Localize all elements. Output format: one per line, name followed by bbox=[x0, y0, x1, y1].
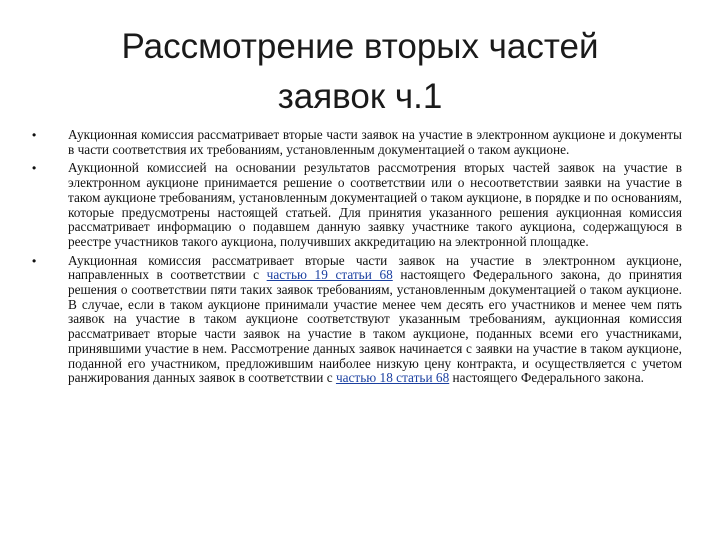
bullet-icon: • bbox=[32, 253, 37, 268]
list-item-text-part-3: настоящего Федерального закона. bbox=[449, 370, 644, 386]
list-item-text-part-1: Аукционная комиссия рассматривает вторые части заявок на участие в электронном аукционе, направленных в соответствии с bbox=[68, 252, 682, 283]
bullet-icon: • bbox=[32, 128, 37, 142]
list-item bbox=[32, 254, 682, 386]
list-item-text: Аукционной комиссией на основании результатов рассмотрения вторых частей заявок на участие в электронном аукционе принимается решение о соответствии или о несоответствии заявки на участие в таком аукционе требованиям, установленным документацией о таком аукционе, в порядке и по основаниям, которые предусмотрены настоящей статьей. Для принятия указанного решения аукционная комиссия рассматривает информацию о подавшем данную заявку участнике такого аукциона, содержащуюся в реестре участников такого аукциона, получивших аккредитацию на электронной площадке. bbox=[68, 160, 682, 249]
list-item bbox=[32, 161, 682, 249]
bullet-icon: • bbox=[32, 161, 37, 176]
bullet-list bbox=[32, 128, 682, 390]
list-item-text-part-2: настоящего Федерального закона, до принятия решения о соответствии пяти таких заявок требованиям, установленным документацией о таком аукционе. В случае, если в таком аукционе принимали участие менее чем десять его участников и менее чем пять заявок на участие в таком аукционе соответствуют указанным требованиям, аукционная комиссия рассматривает вторые части заявок на участие в таком аукционе, поданных всеми его участниками, принявшими участие в нем. Рассмотрение данных заявок начинается с заявки на участие в таком аукционе, поданной его участником, предложившим наиболее низкую цену контракта, и осуществляется с учетом ранжирования данных заявок в соответствии с bbox=[68, 267, 683, 386]
law-reference-link-part-18[interactable]: частью 18 статьи 68 bbox=[335, 370, 450, 386]
list-item-text: Аукционная комиссия рассматривает вторые части заявок на участие в электронном аукционе и документы в части соответствия их требованиям, установленным документацией о таком аукционе. bbox=[68, 127, 682, 157]
title-line-1: Рассмотрение вторых частей bbox=[121, 27, 599, 66]
law-reference-link-part-19[interactable]: частью 19 статьи 68 bbox=[266, 267, 393, 283]
title-line-2: заявок ч.1 bbox=[277, 77, 443, 116]
list-item bbox=[32, 128, 682, 157]
slide-title bbox=[60, 22, 660, 122]
